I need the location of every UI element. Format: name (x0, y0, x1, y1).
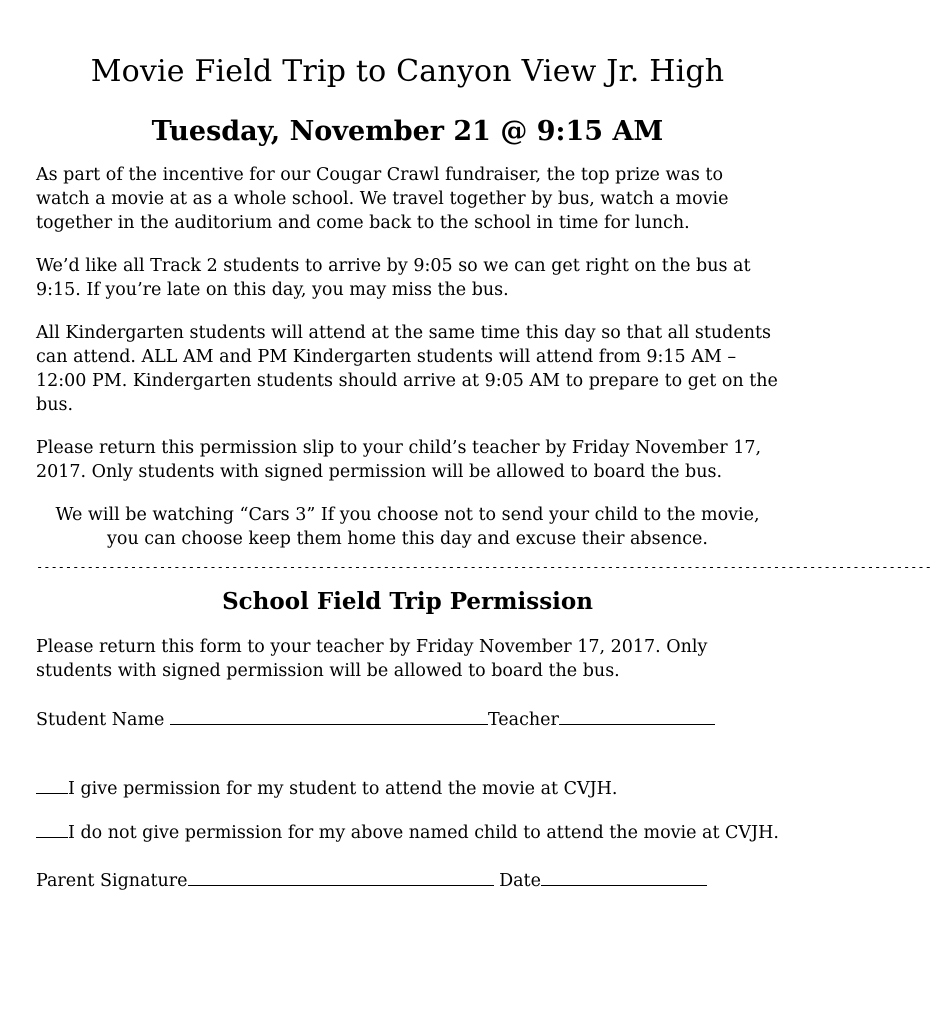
paragraph-incentive: As part of the incentive for our Cougar Crawl fundraiser, the top prize was to watch a movie at as a whole school. We travel together by bus, watch a movie together in the auditorium and come back to the school in time for lunch. (36, 165, 729, 233)
paragraph-arrival: We’d like all Track 2 students to arrive by 9:05 so we can get right on the bus at 9:15. If you’re late on this day, you may miss the bus. (36, 256, 751, 300)
permission-give-text: I give permission for my student to attend the movie at CVJH. (68, 779, 618, 799)
permission-deny-option (36, 819, 779, 845)
permission-deny-checkbox-blank[interactable] (36, 819, 68, 838)
permission-deny-text: I do not give permission for my above named child to attend the movie at CVJH. (68, 823, 779, 843)
parent-signature-label: Parent Signature (36, 871, 188, 891)
date-label: Date (493, 871, 541, 891)
movie-note-line-2: you can choose keep them home this day and excuse their absence. (107, 529, 708, 549)
teacher-label: Teacher (487, 710, 559, 730)
movie-note-line-1: We will be watching “Cars 3” If you choose not to send your child to the movie, (55, 505, 760, 525)
document-title: Movie Field Trip to Canyon View Jr. High (90, 54, 725, 89)
student-name-label: Student Name (36, 710, 170, 730)
paragraph-kindergarten: All Kindergarten students will attend at the same time this day so that all students can attend. ALL AM and PM Kindergarten students will attend from 9:15 AM – 12:00 PM. Kindergarten students should arrive at 9:05 AM to prepare to get on the bus. (36, 323, 778, 415)
event-date-heading: Tuesday, November 21 @ 9:15 AM (151, 116, 664, 147)
permission-give-checkbox-blank[interactable] (36, 775, 68, 794)
teacher-blank[interactable] (559, 706, 715, 725)
movie-note (36, 503, 779, 551)
permission-form-title: School Field Trip Permission (222, 588, 593, 615)
date-blank[interactable] (541, 867, 707, 886)
student-name-blank[interactable] (170, 706, 488, 725)
paragraph-return-slip: Please return this permission slip to your child’s teacher by Friday November 17, 2017. Only students with signed permission will be allowed to board the bus. (36, 438, 762, 482)
cut-line-divider: ---------------------------------------------------------------------------------------------------------------------------- (36, 560, 932, 574)
signature-date-row (36, 867, 779, 893)
permission-form-intro: Please return this form to your teacher by Friday November 17, 2017. Only students with signed permission will be allowed to board the bus. (36, 637, 708, 681)
permission-give-option (36, 775, 779, 801)
student-teacher-row (36, 706, 779, 732)
parent-signature-blank[interactable] (188, 867, 494, 886)
